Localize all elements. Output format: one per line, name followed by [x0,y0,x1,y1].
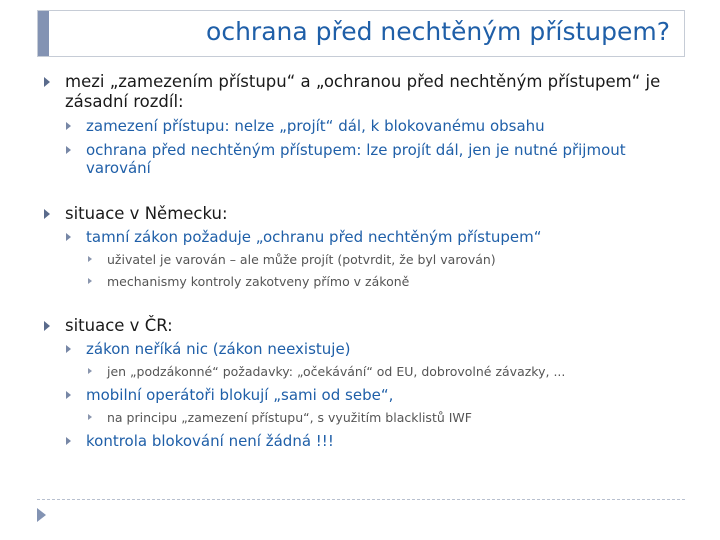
bullet-text: situace v Německu: [65,204,228,223]
bullet-level3 [40,274,695,290]
slide-title: ochrana před nechtěným přístupem? [206,17,670,46]
bullet-text: mezi „zamezením přístupu“ a „ochranou před nechtěným přístupem“ je zásadní rozdíl: [65,72,661,111]
triangle-bullet-icon [66,233,71,241]
triangle-bullet-icon [66,345,71,353]
bullet-text: na principu „zamezení přístupu“, s využitím blacklistů IWF [107,410,472,425]
bullet-text: jen „podzákonné“ požadavky: „očekávání“ od EU, dobrovolné závazky, ... [107,364,566,379]
triangle-bullet-icon [88,368,92,374]
bullet-level2 [40,386,695,404]
bullet-text: uživatel je varován – ale může projít (potvrdit, že byl varován) [107,252,496,267]
title-accent-bar [38,11,49,56]
bullet-level1 [40,204,695,224]
bullet-level3 [40,364,695,380]
triangle-bullet-icon [88,414,92,420]
bullet-level2 [40,141,695,177]
bullet-text: tamní zákon požaduje „ochranu před nechtěným přístupem“ [86,228,542,246]
triangle-bullet-icon [66,391,71,399]
triangle-bullet-icon [66,437,71,445]
triangle-bullet-icon [88,278,92,284]
bullet-level2 [40,228,695,246]
triangle-bullet-icon [66,122,71,130]
triangle-bullet-icon [88,256,92,262]
bullet-text: kontrola blokování není žádná !!! [86,432,334,450]
triangle-bullet-icon [66,146,71,154]
triangle-bullet-icon [44,321,50,331]
triangle-bullet-icon [44,77,50,87]
title-bar [37,10,685,57]
bullet-text: zákon neříká nic (zákon neexistuje) [86,340,351,358]
bullet-text: zamezení přístupu: nelze „projít“ dál, k blokovanému obsahu [86,117,545,135]
bullet-text: mechanismy kontroly zakotveny přímo v zákoně [107,274,410,289]
bullet-level2 [40,117,695,135]
bullet-level2 [40,340,695,358]
footer-divider [37,499,685,500]
bullet-text: mobilní operátoři blokují „sami od sebe“, [86,386,394,404]
bullet-level2 [40,432,695,450]
bullet-level1 [40,316,695,336]
bullet-level1 [40,72,695,112]
footer-arrow-icon [37,508,46,522]
triangle-bullet-icon [44,209,50,219]
bullet-level3 [40,252,695,268]
bullet-text: situace v ČR: [65,316,173,335]
bullet-text: ochrana před nechtěným přístupem: lze projít dál, jen je nutné přijmout varování [86,141,626,177]
bullet-level3 [40,410,695,426]
slide-content [40,72,695,450]
